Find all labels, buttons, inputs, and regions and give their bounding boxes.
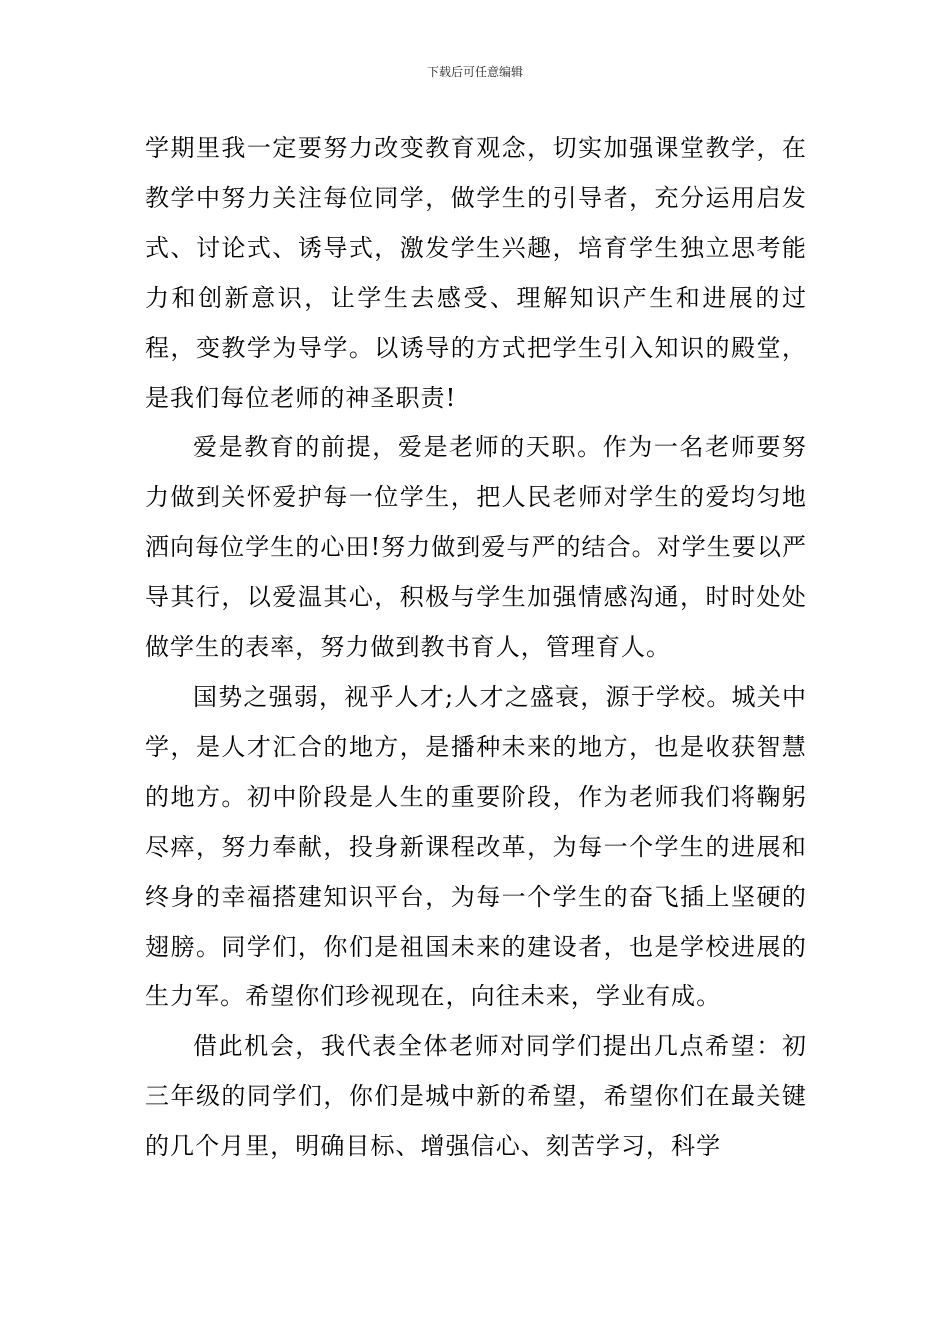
paragraph-1: 学期里我一定要努力改变教育观念，切实加强课堂教学，在教学中努力关注每位同学，做学生的引导者，充分运用启发式、讨论式、诱导式，激发学生兴趣，培育学生独立思考能力和创新意识，让学生去感受、理解知识产生和进展的过程，变教学为导学。以诱导的方式把学生引入知识的殿堂，是我们每位老师的神圣职责! <box>145 134 807 412</box>
document-body <box>145 124 807 1172</box>
page-header: 下载后可任意编辑 <box>426 65 523 79</box>
paragraph-4: 借此机会，我代表全体老师对同学们提出几点希望：初三年级的同学们，你们是城中新的希望，希望你们在最关键的几个月里，明确目标、增强信心、刻苦学习，科学 <box>145 1032 807 1161</box>
paragraph-2: 爱是教育的前提，爱是老师的天职。作为一名老师要努力做到关怀爱护每一位学生，把人民老师对学生的爱均匀地洒向每位学生的心田!努力做到爱与严的结合。对学生要以严导其行，以爱温其心，积极与学生加强情感沟通，时时处处做学生的表率，努力做到教书育人，管理育人。 <box>145 433 807 662</box>
paragraph-3: 国势之强弱，视乎人才;人才之盛衰，源于学校。城关中学，是人才汇合的地方，是播种未来的地方，也是收获智慧的地方。初中阶段是人生的重要阶段，作为老师我们将鞠躬尽瘁，努力奉献，投身新课程改革，为每一个学生的进展和终身的幸福搭建知识平台，为每一个学生的奋飞插上坚硬的翅膀。同学们，你们是祖国未来的建设者，也是学校进展的生力军。希望你们珍视现在，向往未来，学业有成。 <box>145 682 807 1011</box>
